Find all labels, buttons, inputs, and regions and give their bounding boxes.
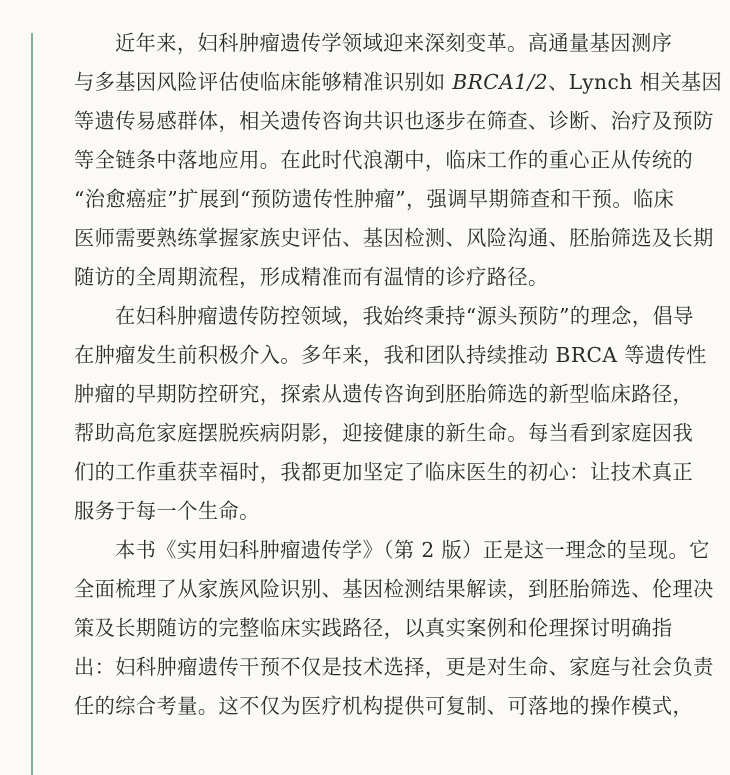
text-line xyxy=(74,258,714,297)
text-span: 出：妇科肿瘤遗传干预不仅是技术选择，更是对生命、家庭与社会负责 xyxy=(74,655,714,679)
text-line xyxy=(74,609,714,648)
text-span: 随访的全周期流程，形成精准而有温情的诊疗路径。 xyxy=(74,265,549,289)
text-span: 策及长期随访的完整临床实践路径，以真实案例和伦理探讨明确指 xyxy=(74,616,673,640)
text-line xyxy=(74,180,714,219)
text-span: 肿瘤的早期防控研究，探索从遗传咨询到胚胎筛选的新型临床路径， xyxy=(74,382,694,406)
text-line xyxy=(74,648,714,687)
text-span: 们的工作重获幸福时，我都更加坚定了临床医生的初心：让技术真正 xyxy=(74,460,694,484)
text-span: 近年来，妇科肿瘤遗传学领域迎来深刻变革。高通量基因测序 xyxy=(115,31,673,55)
text-line xyxy=(74,687,714,726)
text-line xyxy=(74,141,714,180)
text-span: 与多基因风险评估使临床能够精准识别如 xyxy=(74,70,453,94)
text-span: 本书《实用妇科肿瘤遗传学》（第 2 版）正是这一理念的呈现。它 xyxy=(115,538,710,562)
text-span: 等全链条中落地应用。在此时代浪潮中，临床工作的重心正从传统的 xyxy=(74,148,694,172)
text-span: 任的综合考量。这不仅为医疗机构提供可复制、可落地的操作模式， xyxy=(74,694,694,718)
text-line xyxy=(74,453,714,492)
text-span: 、Lynch 相关基因 xyxy=(548,70,723,94)
margin-rule xyxy=(31,33,33,775)
text-line xyxy=(74,531,714,570)
text-line xyxy=(74,219,714,258)
text-span: 等遗传易感群体，相关遗传咨询共识也逐步在筛查、诊断、治疗及预防 xyxy=(74,109,714,133)
text-line xyxy=(74,492,714,531)
text-line xyxy=(74,570,714,609)
text-line xyxy=(74,63,723,102)
text-line xyxy=(74,24,714,63)
text-span: 全面梳理了从家族风险识别、基因检测结果解读，到胚胎筛选、伦理决 xyxy=(74,577,714,601)
text-line xyxy=(74,414,714,453)
text-span: “治愈癌症”扩展到“预防遗传性肿瘤”，强调早期筛查和干预。临床 xyxy=(74,187,675,211)
gene-name: BRCA1/2 xyxy=(452,70,549,94)
text-span: 服务于每一个生命。 xyxy=(74,499,260,523)
text-span: 在妇科肿瘤遗传防控领域，我始终秉持“源头预防”的理念，倡导 xyxy=(115,304,694,328)
text-line xyxy=(74,102,714,141)
text-span: 医师需要熟练掌握家族史评估、基因检测、风险沟通、胚胎筛选及长期 xyxy=(74,226,714,250)
body-text xyxy=(74,24,723,726)
text-span: 在肿瘤发生前积极介入。多年来，我和团队持续推动 BRCA 等遗传性 xyxy=(74,343,707,367)
text-line xyxy=(74,336,714,375)
text-line xyxy=(74,297,714,336)
text-line xyxy=(74,375,714,414)
text-span: 帮助高危家庭摆脱疾病阴影，迎接健康的新生命。每当看到家庭因我 xyxy=(74,421,694,445)
